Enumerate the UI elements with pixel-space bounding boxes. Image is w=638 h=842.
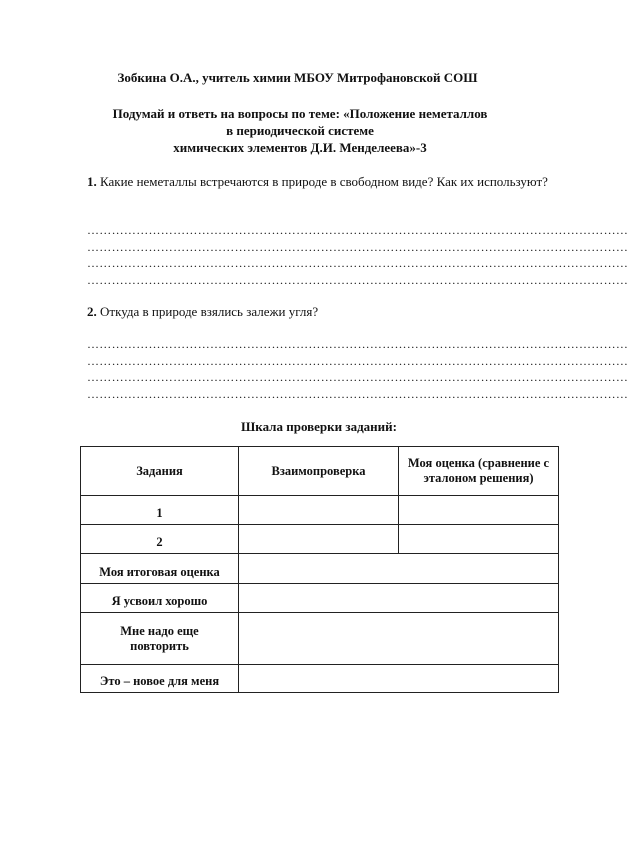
task-number: 2	[81, 525, 239, 554]
answer-area-1[interactable]	[87, 222, 629, 288]
author-line: Зобкина О.А., учитель химии МБОУ Митрофановской СОШ	[117, 70, 478, 85]
title-line: в периодической системе	[226, 123, 374, 138]
answer-line: ……………………………………………………………………………………………………………………	[87, 337, 629, 351]
question-number: 2.	[87, 304, 97, 319]
question-text: Откуда в природе взялись залежи угля?	[100, 304, 319, 319]
summary-value-cell[interactable]	[239, 554, 559, 584]
question-2	[87, 303, 557, 320]
assessment-table	[80, 446, 559, 693]
summary-value-cell[interactable]	[239, 613, 559, 665]
summary-label: Мне надо еще повторить	[81, 613, 239, 665]
self-assessment-cell[interactable]	[399, 525, 559, 554]
answer-line: ……………………………………………………………………………………………………………………	[87, 386, 629, 401]
answer-line: ……………………………………………………………………………………………………………………	[87, 256, 629, 270]
scale-title: Шкала проверки заданий:	[241, 419, 397, 434]
table-row	[81, 584, 559, 613]
header-self-assessment: Моя оценка (сравнение с эталоном решения)	[399, 447, 559, 496]
peer-review-cell[interactable]	[239, 496, 399, 525]
question-text: Какие неметаллы встречаются в природе в свободном виде? Как их используют?	[100, 174, 548, 189]
table-row	[81, 665, 559, 693]
header-tasks: Задания	[81, 447, 239, 496]
answer-area-2[interactable]	[87, 336, 629, 402]
summary-label: Я усвоил хорошо	[81, 584, 239, 613]
question-number: 1.	[87, 174, 97, 189]
answer-line: ……………………………………………………………………………………………………………………	[87, 272, 629, 287]
title-line: химических элементов Д.И. Менделеева»-3	[173, 140, 427, 155]
table-row	[81, 496, 559, 525]
worksheet-title	[80, 105, 520, 156]
table-row	[81, 613, 559, 665]
self-assessment-cell[interactable]	[399, 496, 559, 525]
answer-line: ……………………………………………………………………………………………………………………	[87, 223, 629, 237]
answer-line: ……………………………………………………………………………………………………………………	[87, 239, 629, 254]
answer-line: ……………………………………………………………………………………………………………………	[87, 353, 629, 368]
question-1	[87, 173, 557, 190]
task-number: 1	[81, 496, 239, 525]
table-row	[81, 554, 559, 584]
header-peer-review: Взаимопроверка	[239, 447, 399, 496]
answer-line: ……………………………………………………………………………………………………………………	[87, 370, 629, 384]
summary-label: Это – новое для меня	[81, 665, 239, 693]
summary-value-cell[interactable]	[239, 584, 559, 613]
summary-value-cell[interactable]	[239, 665, 559, 693]
title-line: Подумай и ответь на вопросы по теме: «Положение неметаллов	[112, 106, 488, 121]
table-header-row	[81, 447, 559, 496]
table-row	[81, 525, 559, 554]
peer-review-cell[interactable]	[239, 525, 399, 554]
summary-label: Моя итоговая оценка	[81, 554, 239, 584]
